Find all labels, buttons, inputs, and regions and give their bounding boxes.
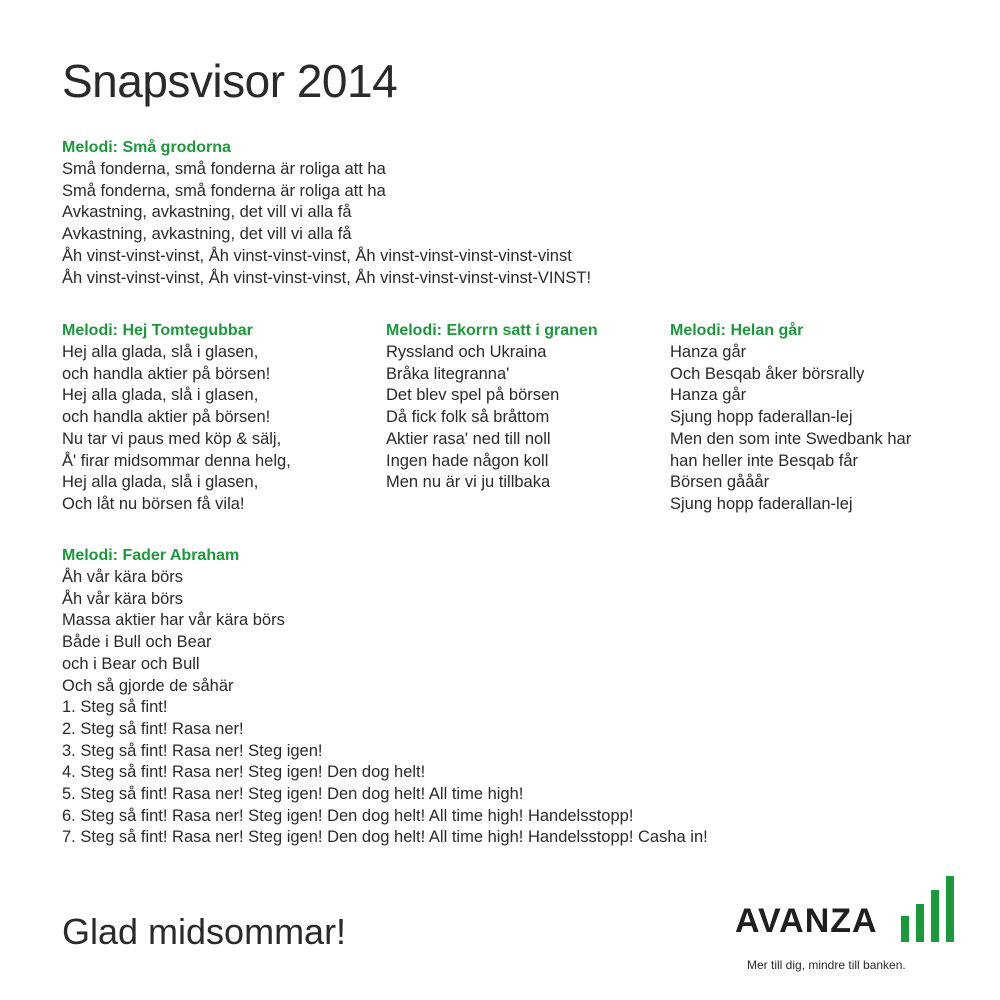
lyric-line: Ingen hade någon koll <box>386 451 549 470</box>
lyric-line: och handla aktier på börsen! <box>62 408 271 427</box>
lyric-line: Nu tar vi paus med köp & sälj, <box>62 429 282 448</box>
lyric-line: Hanza går <box>670 343 747 361</box>
lyric-line: 4. Steg så fint! Rasa ner! Steg igen! Den dog helt! <box>62 763 426 782</box>
lyric-line: Å' firar midsommar denna helg, <box>62 451 291 470</box>
lyric-line: Hej alla glada, slå i glasen, <box>62 386 259 405</box>
page-title: Snapsvisor 2014 <box>62 55 398 107</box>
lyric-line: Hej alla glada, slå i glasen, <box>62 343 259 361</box>
song-hej-tomtegubbar <box>62 320 291 516</box>
avanza-logo <box>735 872 965 972</box>
bar-chart-icon <box>901 872 961 942</box>
song-lyrics <box>386 342 598 494</box>
lyric-line: Sjung hopp faderallan-lej <box>670 494 853 513</box>
lyric-line: Avkastning, avkastning, det vill vi alla få <box>62 203 352 222</box>
logo-tagline: Mer till dig, mindre till banken. <box>747 958 906 972</box>
lyric-line: Åh vår kära börs <box>62 568 184 586</box>
lyric-line: Avkastning, avkastning, det vill vi alla få <box>62 225 352 244</box>
logo-bar <box>901 916 909 942</box>
lyric-line: Åh vinst-vinst-vinst, Åh vinst-vinst-vinst, Åh vinst-vinst-vinst-vinst-vinst <box>62 246 572 265</box>
lyric-line: Aktier rasa' ned till noll <box>386 429 551 448</box>
lyric-line: Små fonderna, små fonderna är roliga att ha <box>62 181 386 200</box>
logo-bar <box>946 876 954 942</box>
lyric-line: Och så gjorde de såhär <box>62 676 234 695</box>
lyric-line: Det blev spel på börsen <box>386 386 560 405</box>
song-lyrics <box>62 567 708 849</box>
lyric-line: han heller inte Besqab får <box>670 451 859 470</box>
lyric-line: 3. Steg så fint! Rasa ner! Steg igen! <box>62 741 323 760</box>
lyric-line: och handla aktier på börsen! <box>62 364 271 383</box>
song-lyrics <box>62 342 291 516</box>
lyric-line: 7. Steg så fint! Rasa ner! Steg igen! Den dog helt! All time high! Handelsstopp! Casha in! <box>62 828 708 847</box>
lyric-line: Och Besqab åker börsrally <box>670 364 865 383</box>
lyric-line: Sjung hopp faderallan-lej <box>670 408 853 427</box>
song-lyrics <box>62 159 591 289</box>
lyric-line: och i Bear och Bull <box>62 654 200 673</box>
lyric-line: Små fonderna, små fonderna är roliga att ha <box>62 160 386 178</box>
lyric-line: Bråka litegranna' <box>386 364 510 383</box>
song-melody: Melodi: Fader Abraham <box>62 547 240 564</box>
lyric-line: 2. Steg så fint! Rasa ner! <box>62 719 244 738</box>
greeting: Glad midsommar! <box>62 911 347 952</box>
lyric-line: Men den som inte Swedbank har <box>670 429 912 448</box>
song-melody: Melodi: Ekorrn satt i granen <box>386 322 598 339</box>
song-lyrics <box>670 342 911 516</box>
song-fader-abraham <box>62 545 708 849</box>
lyric-line: Då fick folk så bråttom <box>386 408 550 427</box>
song-melody: Melodi: Helan går <box>670 322 804 339</box>
lyric-line: Åh vår kära börs <box>62 589 184 608</box>
logo-bar <box>916 904 924 942</box>
lyric-line: Hej alla glada, slå i glasen, <box>62 473 259 492</box>
logo-wordmark: AVANZA <box>735 902 878 940</box>
song-helan-gar <box>670 320 911 516</box>
lyric-line: Hanza går <box>670 386 747 405</box>
lyric-line: Men nu är vi ju tillbaka <box>386 473 551 492</box>
song-melody: Melodi: Hej Tomtegubbar <box>62 322 253 339</box>
lyric-line: 6. Steg så fint! Rasa ner! Steg igen! Den dog helt! All time high! Handelsstopp! <box>62 806 634 825</box>
lyric-line: Massa aktier har vår kära börs <box>62 611 285 630</box>
song-sma-grodorna <box>62 137 591 289</box>
song-melody: Melodi: Små grodorna <box>62 139 231 156</box>
song-ekorrn-satt-i-granen <box>386 320 598 494</box>
lyric-line: Åh vinst-vinst-vinst, Åh vinst-vinst-vinst, Åh vinst-vinst-vinst-vinst-VINST! <box>62 268 592 287</box>
lyric-line: 5. Steg så fint! Rasa ner! Steg igen! Den dog helt! All time high! <box>62 785 524 804</box>
lyric-line: Och låt nu börsen få vila! <box>62 494 245 513</box>
logo-bar <box>931 890 939 942</box>
lyric-line: Både i Bull och Bear <box>62 633 212 652</box>
lyric-line: Börsen gååår <box>670 473 770 492</box>
lyric-line: 1. Steg så fint! <box>62 698 168 717</box>
lyric-line: Ryssland och Ukraina <box>386 343 547 361</box>
